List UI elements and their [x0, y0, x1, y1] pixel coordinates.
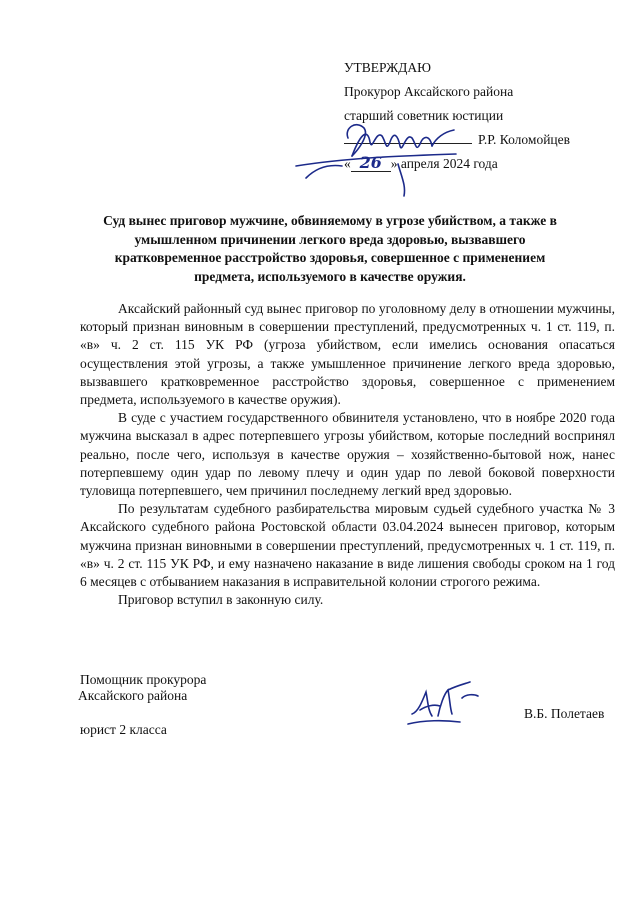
footer-rank: юрист 2 класса	[80, 722, 167, 737]
approval-position: Прокурор Аксайского района	[344, 84, 514, 99]
footer-position-line1: Помощник прокурора	[80, 672, 207, 687]
date-month-year: » апреля 2024 года	[390, 156, 498, 171]
approval-rank: старший советник юстиции	[344, 108, 504, 123]
paragraph: По результатам судебного разбирательства мировым судьей судебного участка № 3 Аксайского судебного района Ростовской области 03.04.2024 вынесен приговор, которым мужчина признан виновными в совершении преступлений, предусмотренных ч. 1 ст. 119, п. «в» ч. 2 ст. 115 УК РФ, и ему назначено наказание в виде лишения свободы сроком на 1 год 6 месяцев с отбыванием наказания в исправительной колонии строгого режима.	[80, 501, 615, 590]
footer-signer-name: В.Б. Полетаев	[524, 706, 605, 721]
paragraph: В суде с участием государственного обвинителя установлено, что в ноябре 2020 года мужчина высказал в адрес потерпевшего угрозы убийством, которые последний воспринял реально, после чего, используя в качестве оружия – хозяйственно-бытовой нож, нанес потерпевшему один удар по левому плечу и один удар по левой боковой поверхности туловища потерпевшего, чем причинил последнему легкий вред здоровью.	[80, 410, 615, 499]
footer-position-line2: Аксайского района	[78, 688, 188, 703]
assistant-signature-icon	[404, 672, 494, 732]
footer-position	[80, 672, 206, 738]
paragraph: Аксайский районный суд вынес приговор по уголовному делу в отношении мужчины, который признан виновным в совершении преступлений, предусмотренных ч. 1 ст. 119, п. «в» ч. 2 ст. 115 УК РФ (угроза убийством, если имелись основания опасаться осуществления этой угрозы, а также умышленное причинение легкого вреда здоровью, вызвавшего кратковременное расстройство здоровья, совершенное с применением предмета, используемого в качестве оружия).	[80, 301, 615, 408]
document-title: Суд вынес приговор мужчине, обвиняемому в угрозе убийством, а также в умышленном причинении легкого вреда здоровью, вызвавшего кратковременное расстройство здоровья, совершенное с применением предмета, используемого в качестве оружия.	[103, 213, 557, 284]
approval-signer-name: Р.Р. Коломойцев	[478, 132, 571, 147]
document-body	[80, 300, 615, 609]
date-open-quote: «	[344, 156, 351, 171]
paragraph: Приговор вступил в законную силу.	[118, 592, 324, 608]
approval-heading: УТВЕРЖДАЮ	[344, 60, 432, 75]
prosecutor-signature-icon	[286, 108, 486, 198]
date-day-handwritten: 26	[351, 155, 391, 172]
